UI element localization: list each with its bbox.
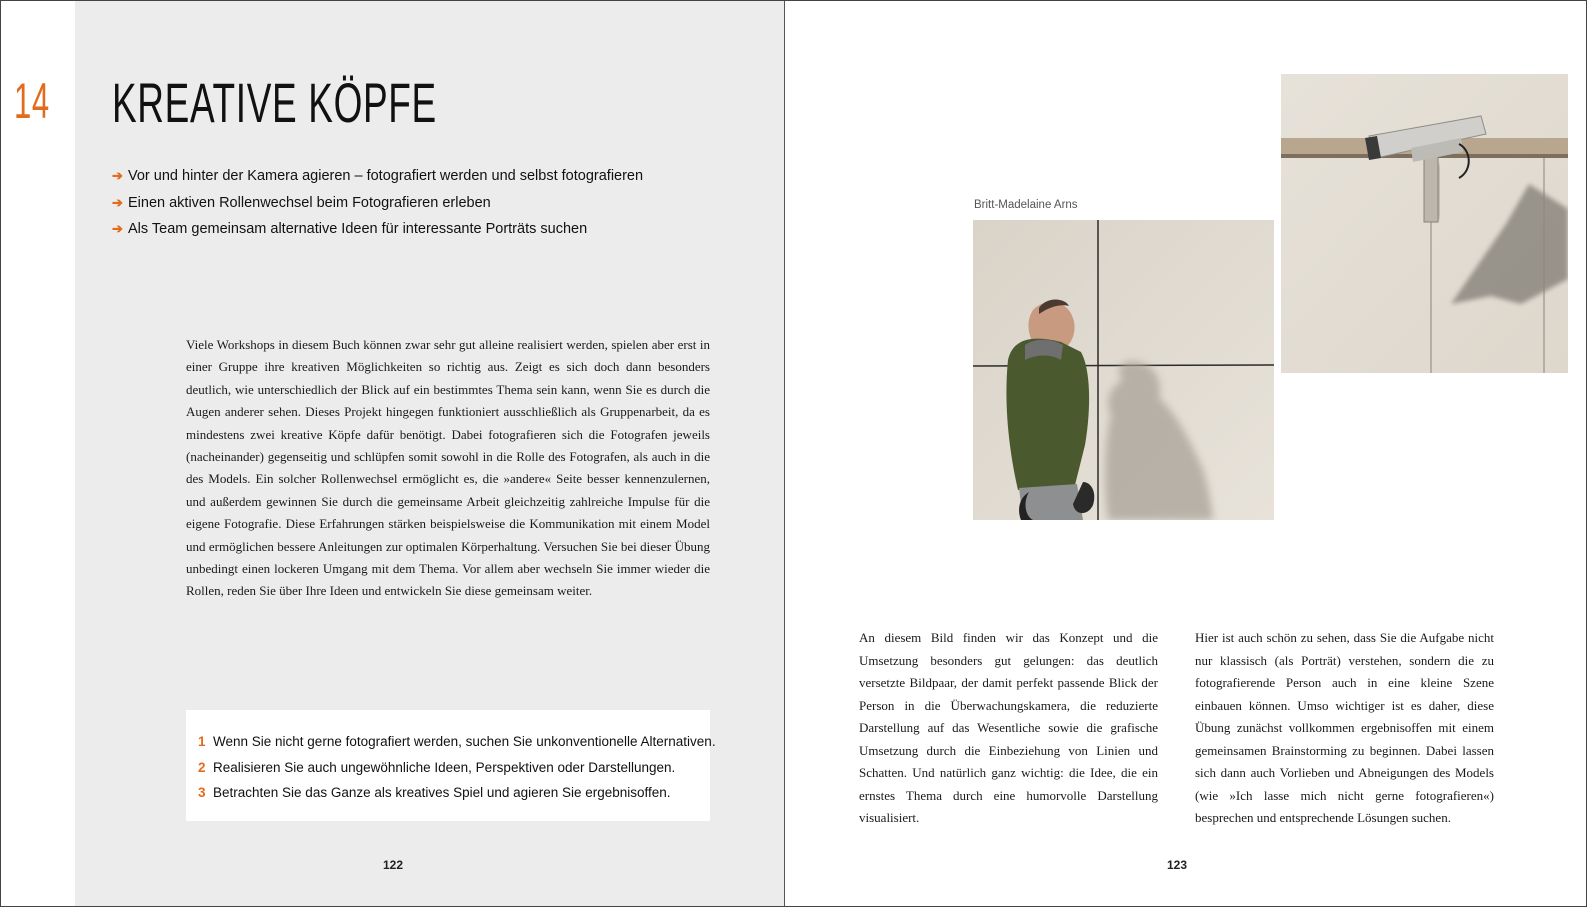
person-photo-illustration	[973, 220, 1274, 520]
goal-text: Vor und hinter der Kamera agieren – fotografiert werden und selbst fotografieren	[128, 168, 644, 185]
tip-text: Betrachten Sie das Ganze als kreatives Spiel und agieren Sie ergebnisoffen.	[213, 785, 671, 801]
camera-photo-illustration	[1281, 74, 1568, 373]
photo-caption: Britt-Madelaine Arns	[974, 199, 1078, 211]
right-column-left: An diesem Bild finden wir das Konzept und die Umsetzung besonders gut gelungen: das deutlich versetzte Bildpaar, der damit perfekt passende Blick der Person in die Überwachungskamera, die reduzierte Darstellung auf das Wesentliche sowie die grafische Umsetzung durch die Einbeziehung von Linien und Schatten. Und natürlich ganz wichtig: die Idee, die ein ernstes Thema durch eine humorvolle Darstellung visualisiert.	[859, 630, 1158, 825]
chapter-title: KREATIVE KÖPFE	[112, 71, 437, 134]
photo-surveillance-camera	[1281, 74, 1568, 373]
goals-list	[112, 163, 643, 243]
arrow-right-icon: ➔	[112, 221, 123, 237]
page-number-right: 123	[1167, 858, 1188, 872]
goal-text: Als Team gemeinsam alternative Ideen für interessante Porträts suchen	[128, 221, 588, 238]
right-column-right: Hier ist auch schön zu sehen, dass Sie die Aufgabe nicht nur klassisch (als Porträt) verstehen, sondern die zu fotografierende Person auch in eine kleine Szene einbauen können. Umso wichtiger ist es daher, diese Übung zunächst vollkommen ergebnisoffen mit einem gemeinsamen Brainstorming zu beginnen. Dabei lassen sich dann auch Vorlieben und Abneigungen des Models (wie »Ich lasse mich nicht gerne fotografieren«) besprechen und entsprechende Lösungen suchen.	[1195, 630, 1494, 825]
arrow-right-icon: ➔	[112, 194, 123, 210]
goal-item	[112, 163, 643, 190]
arrow-right-icon: ➔	[112, 168, 123, 184]
tip-text: Wenn Sie nicht gerne fotografiert werden, suchen Sie unkonventionelle Alternativen.	[213, 734, 716, 750]
tip-number: 2	[198, 759, 206, 775]
goal-text: Einen aktiven Rollenwechsel beim Fotografieren erleben	[128, 194, 491, 211]
tip-number: 3	[198, 785, 206, 801]
goal-item	[112, 216, 643, 243]
tip-item	[198, 729, 716, 755]
tip-item	[198, 780, 716, 806]
tips-box	[186, 710, 716, 821]
tips-list	[198, 729, 716, 806]
tip-number: 1	[198, 734, 206, 750]
goal-item	[112, 190, 643, 217]
tip-item	[198, 755, 716, 781]
photo-person-looking-up	[973, 220, 1274, 520]
intro-paragraph: Viele Workshops in diesem Buch können zwar sehr gut alleine realisiert werden, spielen aber erst in einer Gruppe ihre kreativen Möglichkeiten so richtig aus. Zeigt es sich doch dann besonders deutlich, wie unterschiedlich der Blick auf ein bestimmtes Thema sein kann, wenn Sie es durch die Augen anderer sehen. Dieses Projekt hingegen funktioniert ausschließlich als Gruppenarbeit, da es mindestens zwei kreative Köpfe dafür benötigt. Dabei fotografieren sich die Fotografen jeweils (nacheinander) gegenseitig und schlüpfen somit sowohl in die Rolle des Fotografen, als auch in die des Models. Ein solcher Rollenwechsel ermöglicht es, die »andere« Seite besser kennenzulernen, und außerdem gewinnen Sie durch die gemeinsame Arbeit gleichzeitig zahlreiche Impulse für die eigene Fotografie. Diese Erfahrungen stärken beispielsweise die Kommunikation mit einem Model und ermöglichen bessere Anleitungen zur optimalen Körperhaltung. Versuchen Sie bei dieser Übung unbedingt einen lockeren Umgang mit dem Thema. Vor allem aber wechseln Sie immer wieder die Rollen, reden Sie über Ihre Ideen und entwickeln Sie diese gemeinsam weiter.	[186, 337, 710, 599]
page-number-left: 122	[383, 858, 404, 872]
tip-text: Realisieren Sie auch ungewöhnliche Ideen, Perspektiven oder Darstellungen.	[213, 759, 676, 775]
chapter-number: 14	[14, 73, 50, 129]
